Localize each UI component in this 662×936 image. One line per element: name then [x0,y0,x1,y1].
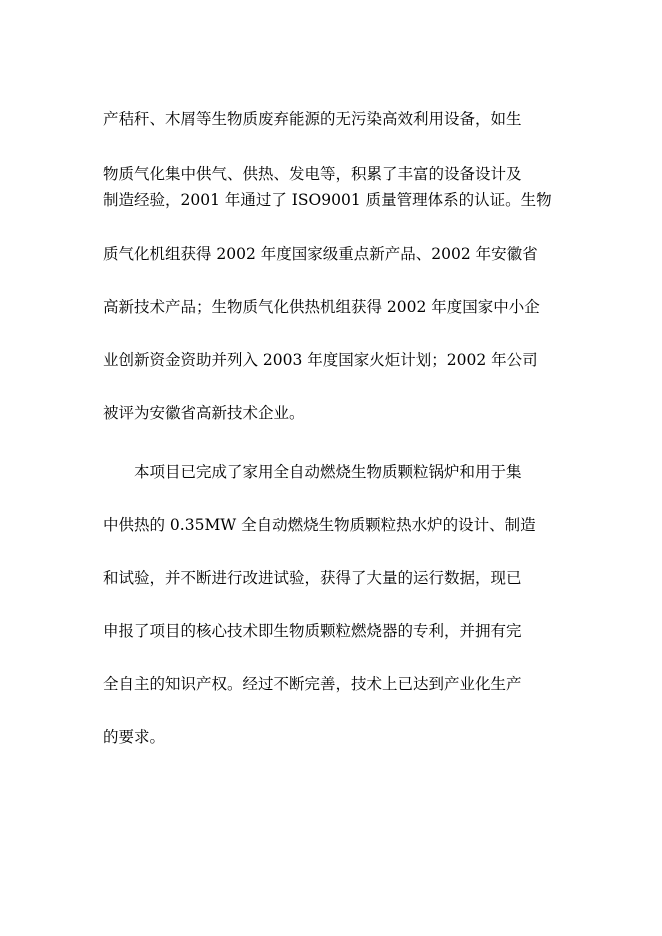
paragraph-2-line-5: 全自主的知识产权。经过不断完善，技术上已达到产业化生产 [103,675,522,693]
paragraph-2-line-2: 中供热的 0.35MW 全自动燃烧生物质颗粒热水炉的设计、制造 [103,516,536,534]
paragraph-2-line-1: 本项目已完成了家用全自动燃烧生物质颗粒锅炉和用于集 [134,463,522,481]
paragraph-1-line-7: 被评为安徽省高新技术企业。 [103,404,305,422]
paragraph-1-line-6: 业创新资金资助并列入 2003 年度国家火炬计划；2002 年公司 [103,351,538,369]
paragraph-2-line-4: 申报了项目的核心技术即生物质颗粒燃烧器的专利，并拥有完 [103,622,522,640]
paragraph-2-line-3: 和试验，并不断进行改进试验，获得了大量的运行数据，现已 [103,569,522,587]
paragraph-1-line-4: 质气化机组获得 2002 年度国家级重点新产品、2002 年安徽省 [103,245,538,263]
paragraph-1-line-1: 产秸秆、木屑等生物质废弃能源的无污染高效利用设备，如生 [103,110,522,128]
paragraph-1-line-5: 高新技术产品；生物质气化供热机组获得 2002 年度国家中小企 [103,298,540,316]
paragraph-2-line-6: 的要求。 [103,728,166,746]
paragraph-1-line-3: 制造经验，2001 年通过了 ISO9001 质量管理体系的认证。生物 [103,191,552,209]
paragraph-1-line-2: 物质气化集中供气、供热、发电等，积累了丰富的设备设计及 [103,165,522,183]
